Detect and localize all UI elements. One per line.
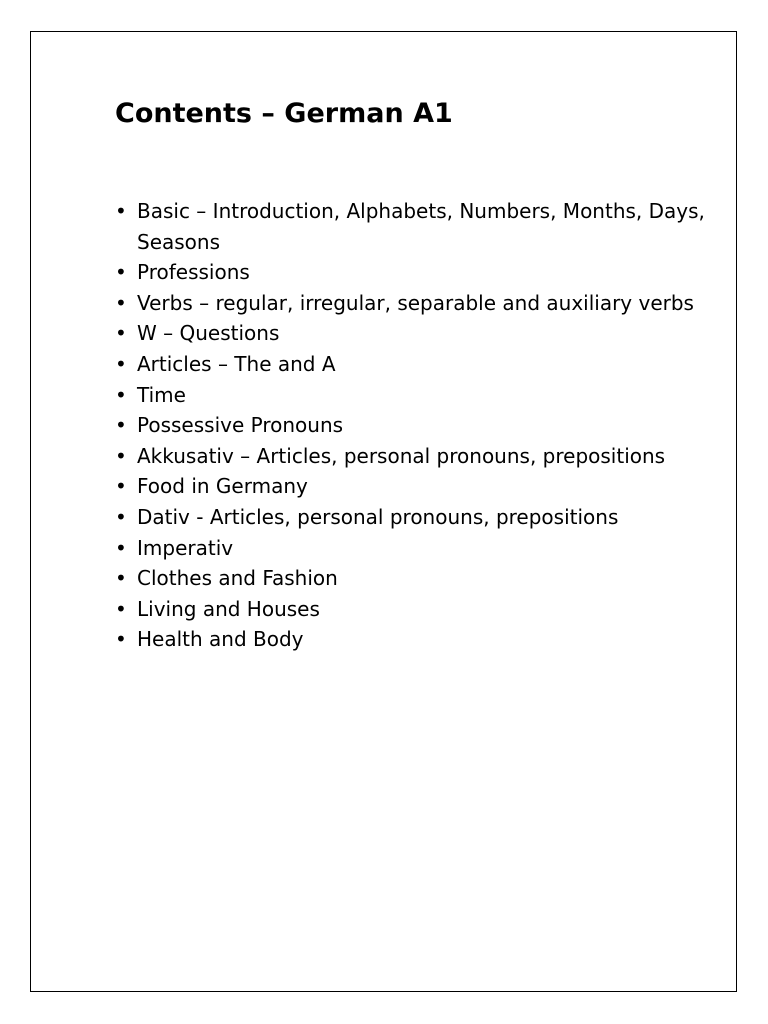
bullet-icon	[115, 533, 129, 564]
list-item	[115, 288, 715, 319]
list-item	[115, 624, 715, 655]
list-item-text: W – Questions	[137, 321, 280, 346]
list-item-text: Time	[137, 382, 186, 407]
list-item	[115, 349, 715, 380]
list-item	[115, 380, 715, 411]
list-item	[115, 441, 715, 472]
list-item-text: Clothes and Fashion	[137, 566, 338, 591]
list-item	[115, 502, 715, 533]
document-page	[30, 31, 737, 992]
bullet-icon	[115, 441, 129, 472]
bullet-icon	[115, 257, 129, 288]
list-item	[115, 257, 715, 288]
list-item	[115, 410, 715, 441]
bullet-icon	[115, 594, 129, 625]
list-item-text: Living and Houses	[137, 596, 320, 621]
list-item-text: Health and Body	[137, 627, 304, 652]
contents-list	[115, 196, 715, 655]
page-title: Contents – German A1	[115, 98, 453, 129]
list-item	[115, 471, 715, 502]
list-item-text: Dativ - Articles, personal pronouns, prepositions	[137, 504, 619, 529]
list-item	[115, 594, 715, 625]
list-item-text: Food in Germany	[137, 474, 308, 499]
list-item-text: Imperativ	[137, 535, 234, 560]
bullet-icon	[115, 196, 129, 227]
list-item-text: Akkusativ – Articles, personal pronouns, prepositions	[137, 443, 666, 468]
bullet-icon	[115, 288, 129, 319]
list-item-text: Professions	[137, 260, 250, 285]
list-item	[115, 318, 715, 349]
bullet-icon	[115, 471, 129, 502]
list-item-text: Basic – Introduction, Alphabets, Numbers, Months, Days, Seasons	[137, 199, 705, 254]
bullet-icon	[115, 410, 129, 441]
list-item	[115, 563, 715, 594]
list-item-text: Possessive Pronouns	[137, 413, 344, 438]
list-item	[115, 533, 715, 564]
bullet-icon	[115, 563, 129, 594]
list-item-text: Articles – The and A	[137, 351, 336, 376]
list-item	[115, 196, 715, 257]
list-item-text: Verbs – regular, irregular, separable and auxiliary verbs	[137, 290, 694, 315]
bullet-icon	[115, 318, 129, 349]
bullet-icon	[115, 349, 129, 380]
bullet-icon	[115, 502, 129, 533]
bullet-icon	[115, 380, 129, 411]
bullet-icon	[115, 624, 129, 655]
